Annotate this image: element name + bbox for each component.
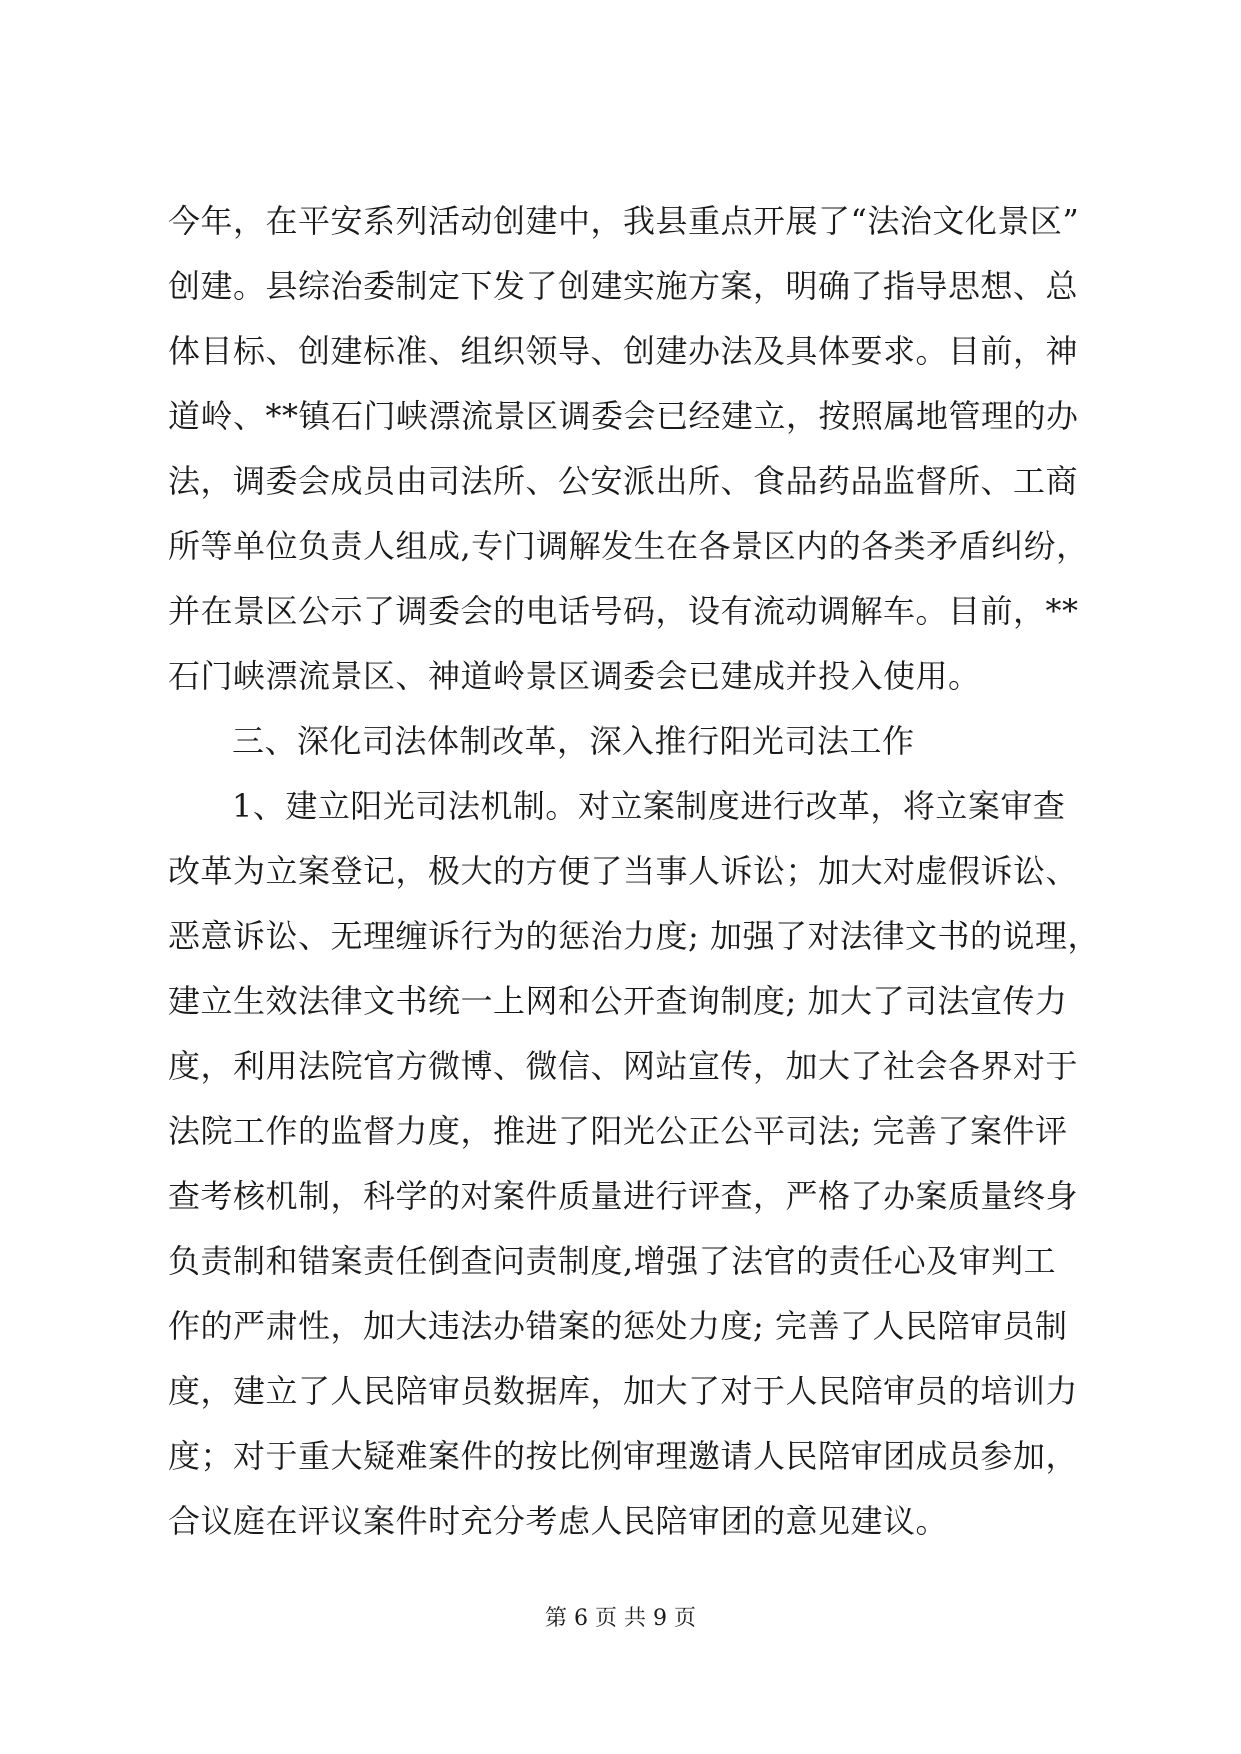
paragraph-line: 作的严肃性，加大违法办错案的惩处力度; 完善了人民陪审员制 [168,1307,1068,1345]
paragraph-line: 法院工作的监督力度，推进了阳光公正公平司法; 完善了案件评 [168,1112,1068,1150]
paragraph-line: 道岭、**镇石门峡漂流景区调委会已经建立，按照属地管理的办 [168,397,1079,435]
paragraph-line: 负责制和错案责任倒查问责制度,增强了法官的责任心及审判工 [168,1242,1057,1280]
paragraph-line: 度，利用法院官方微博、微信、网站宣传，加大了社会各界对于 [168,1047,1079,1085]
paragraph-line: 石门峡漂流景区、神道岭景区调委会已建成并投入使用。 [168,657,981,695]
paragraph-line: 并在景区公示了调委会的电话号码，设有流动调解车。目前，** [168,592,1079,630]
section-heading: 三、深化司法体制改革，深入推行阳光司法工作 [232,722,915,760]
paragraph-line: 度，建立了人民陪审员数据库，加大了对于人民陪审员的培训力 [168,1372,1079,1410]
paragraph-line: 1、建立阳光司法机制。对立案制度进行改革，将立案审查 [232,787,1066,825]
paragraph-line: 恶意诉讼、无理缠诉行为的惩治力度; 加强了对法律文书的说理， [168,917,1100,955]
paragraph-line: 合议庭在评议案件时充分考虑人民陪审团的意见建议。 [168,1502,949,1540]
page-footer: 第 6 页 共 9 页 [545,1606,696,1631]
paragraph-line: 创建。县综治委制定下发了创建实施方案，明确了指导思想、总 [168,267,1079,305]
paragraph-line: 体目标、创建标准、组织领导、创建办法及具体要求。目前，神 [168,332,1079,370]
paragraph-line: 所等单位负责人组成,专门调解发生在各景区内的各类矛盾纠纷， [168,527,1089,565]
paragraph-line: 今年，在平安系列活动创建中，我县重点开展了“法治文化景区” [168,202,1080,240]
paragraph-line: 建立生效法律文书统一上网和公开查询制度; 加大了司法宣传力 [168,982,1068,1020]
paragraph-line: 查考核机制，科学的对案件质量进行评查，严格了办案质量终身 [168,1177,1079,1215]
paragraph-line: 度；对于重大疑难案件的按比例审理邀请人民陪审团成员参加， [168,1437,1079,1475]
paragraph-line: 法，调委会成员由司法所、公安派出所、食品药品监督所、工商 [168,462,1079,500]
paragraph-line: 改革为立案登记，极大的方便了当事人诉讼；加大对虚假诉讼、 [168,852,1079,890]
